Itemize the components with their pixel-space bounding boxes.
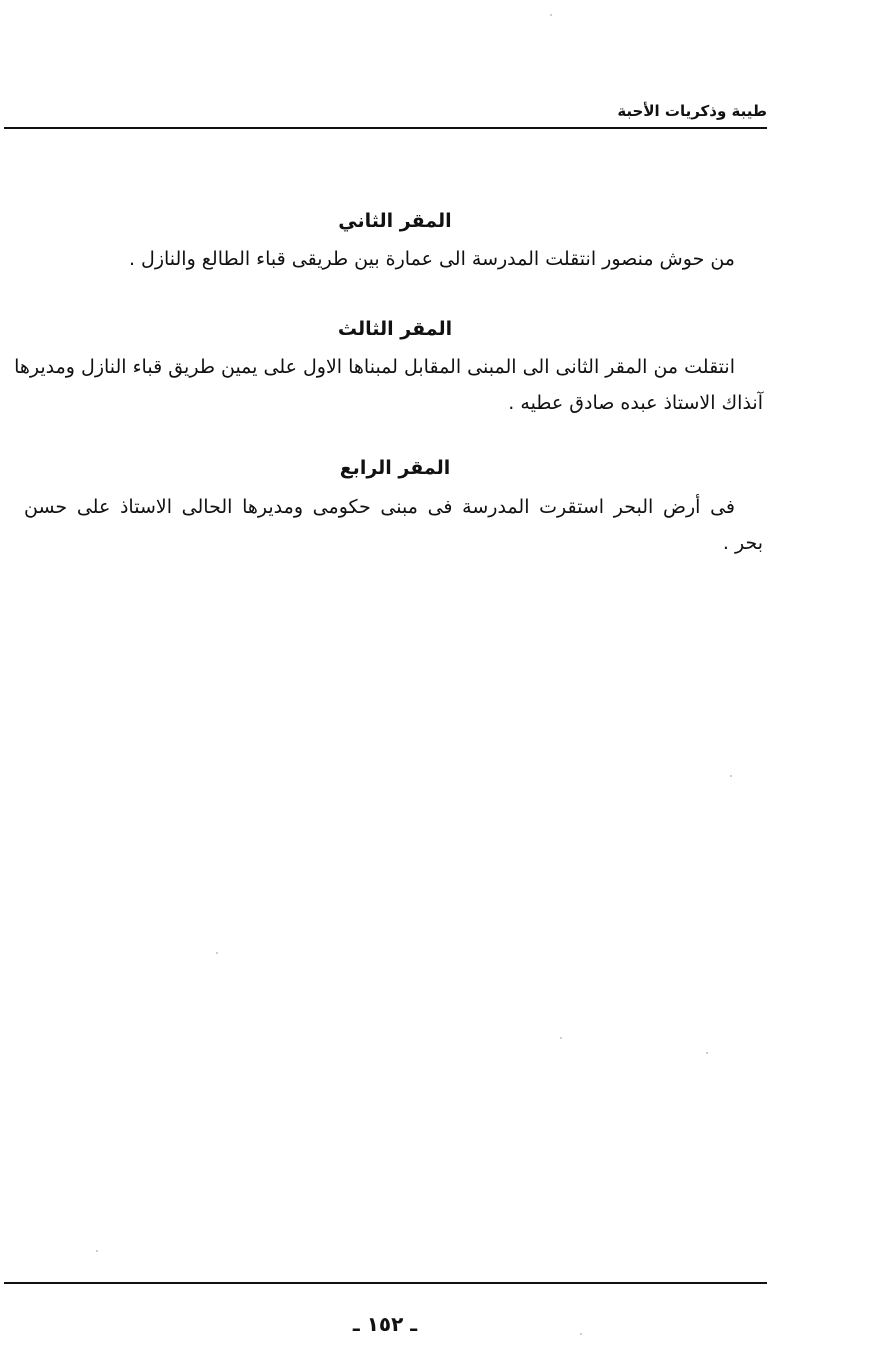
paragraph-line: من حوش منصور انتقلت المدرسة الى عمارة بين طريقى قباء الطالع والنازل .	[128, 248, 735, 270]
scan-speck	[96, 1250, 98, 1252]
section-heading-second: المقر الثاني	[338, 210, 452, 232]
paragraph-line: آنذاك الاستاذ عبده صادق عطيه .	[508, 392, 763, 414]
scan-speck	[560, 1037, 562, 1039]
page-number: ـ ١٥٢ ـ	[352, 1312, 418, 1336]
scan-speck	[550, 14, 552, 16]
paragraph-line: بحر .	[722, 532, 763, 554]
section-heading-third: المقر الثالث	[337, 318, 453, 340]
header-rule	[4, 127, 767, 129]
scan-speck	[216, 952, 218, 954]
scan-speck	[706, 1052, 708, 1054]
paragraph-line: فى أرض البحر استقرت المدرسة فى مبنى حكومى ومديرها الحالى الاستاذ على حسن	[24, 496, 735, 518]
running-header: طيبة وذكريات الأحبة	[617, 102, 767, 120]
section-heading-fourth: المقر الرابع	[339, 457, 451, 479]
scan-speck	[730, 775, 732, 777]
scan-speck	[580, 1333, 582, 1335]
footer-rule	[4, 1282, 767, 1284]
paragraph-line: انتقلت من المقر الثانى الى المبنى المقابل لمبناها الاول على يمين طريق قباء النازل ومديرها	[14, 356, 735, 378]
